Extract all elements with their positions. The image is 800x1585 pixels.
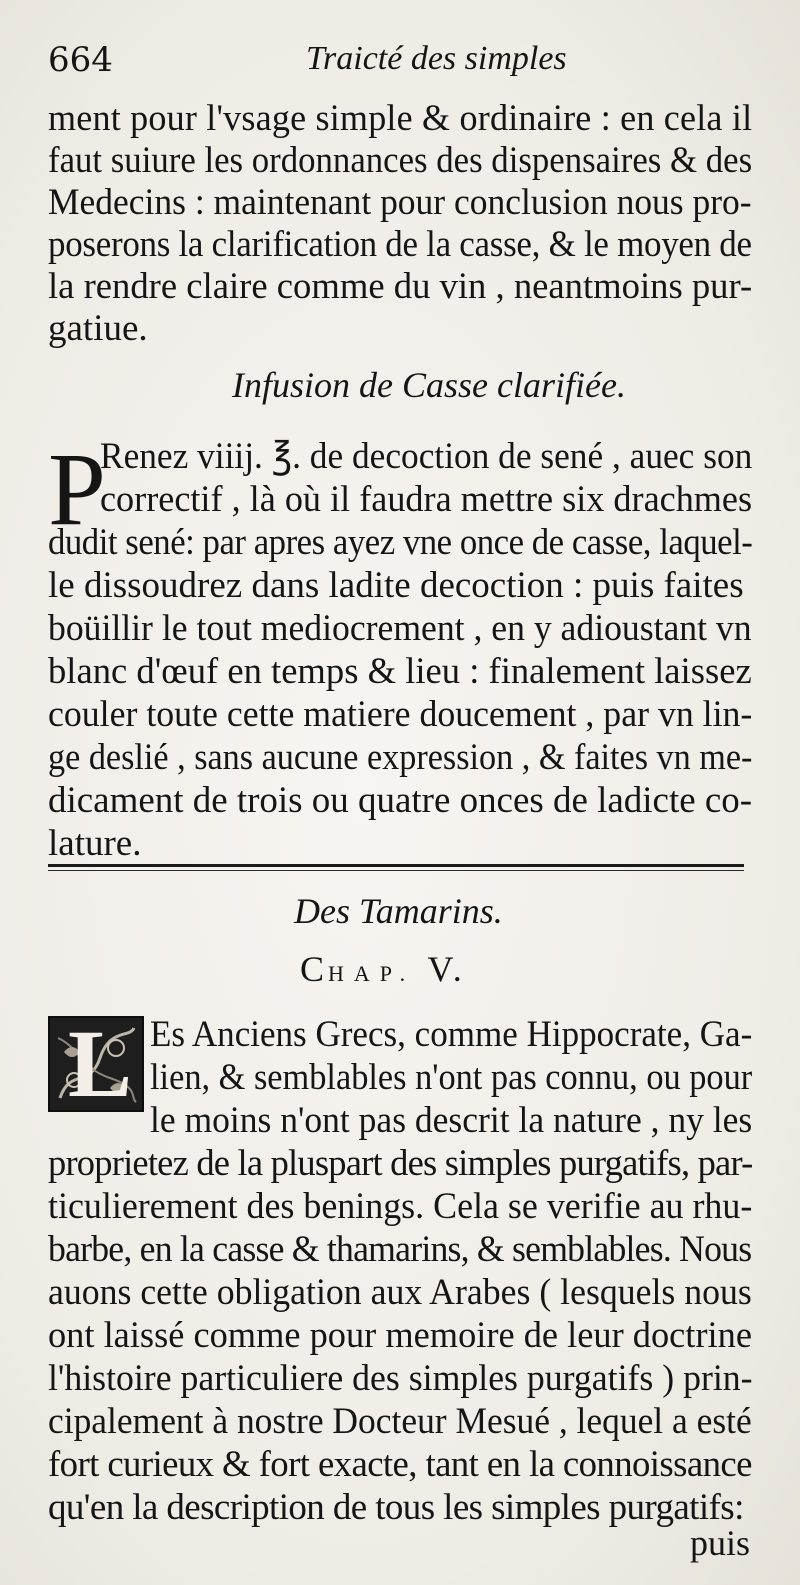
page-header: [48, 40, 748, 92]
text-line: ticulierement des benings. Cela se verifie au rhu-: [48, 1186, 753, 1227]
chapter-label: CHAP. V.: [300, 949, 466, 989]
text-line: dicament de trois ou quatre onces de ladicte co-: [48, 780, 753, 821]
text-line: proprietez de la pluspart des simples purgatifs, par-: [48, 1143, 753, 1184]
drop-cap-p: P: [48, 432, 106, 547]
text-line: la rendre claire comme du vin , neantmoins pur-: [48, 266, 753, 307]
text-line: lature.: [48, 823, 142, 864]
text-line: blanc d'œuf en temps & lieu : finalement laissez: [48, 651, 752, 692]
text-line: auons cette obligation aux Arabes ( lesquels nous: [48, 1272, 752, 1313]
text-line: correctif , là où il faudra mettre six drachmes: [100, 479, 753, 520]
section-rule-thin: [48, 870, 744, 871]
text-line: couler toute cette matiere doucement , par vn lin-: [48, 694, 753, 735]
text-line: Renez viiij. ℥. de decoction de sené , auec son: [100, 436, 753, 477]
text-line: qu'en la description de tous les simples purgatifs:: [48, 1487, 744, 1528]
running-title: Traicté des simples: [306, 40, 567, 77]
text-line: barbe, en la casse & thamarins, & semblables. Nous: [48, 1229, 752, 1270]
text-line: Medecins : maintenant pour conclusion nous pro-: [48, 182, 752, 223]
text-line: le moins n'ont pas descrit la nature , ny les: [150, 1100, 753, 1141]
text-line: ge deslié , sans aucune expression , & faites vn me-: [48, 737, 753, 778]
section-heading-infusion: Infusion de Casse clarifiée.: [232, 365, 626, 405]
drop-cap-letter: L: [68, 1016, 133, 1112]
page-number: 664: [48, 40, 113, 80]
text-line: le dissoudrez dans ladite decoction : puis faites: [48, 565, 744, 606]
text-line: lien, & semblables n'ont pas connu, ou pour: [150, 1057, 753, 1098]
text-line: ont laissé comme pour memoire de leur doctrine: [48, 1315, 752, 1356]
catchword: puis: [689, 1523, 750, 1563]
text-line: gatiue.: [48, 308, 148, 349]
text-line: dudit sené: par apres ayez vne once de casse, laquel-: [48, 522, 753, 563]
text-line: cipalement à nostre Docteur Mesué , lequel a esté: [48, 1401, 752, 1442]
section-heading-tamarins: Des Tamarins.: [294, 891, 503, 931]
text-line: ment pour l'vsage simple & ordinaire : en cela il: [48, 98, 753, 139]
section-rule: [48, 864, 744, 867]
text-line: fort curieux & fort exacte, tant en la connoissance: [48, 1444, 752, 1485]
ornamental-drop-cap: [48, 1016, 144, 1112]
text-line: l'histoire particuliere des simples purgatifs ) prin-: [48, 1358, 753, 1399]
text-line: boüillir le tout mediocrement , en y adioustant vn: [48, 608, 752, 649]
text-line: poserons la clarification de la casse, & le moyen de: [48, 224, 752, 265]
text-line: Es Anciens Grecs, comme Hippocrate, Ga-: [150, 1014, 753, 1055]
text-line: faut suiure les ordonnances des dispensaires & des: [48, 140, 753, 181]
